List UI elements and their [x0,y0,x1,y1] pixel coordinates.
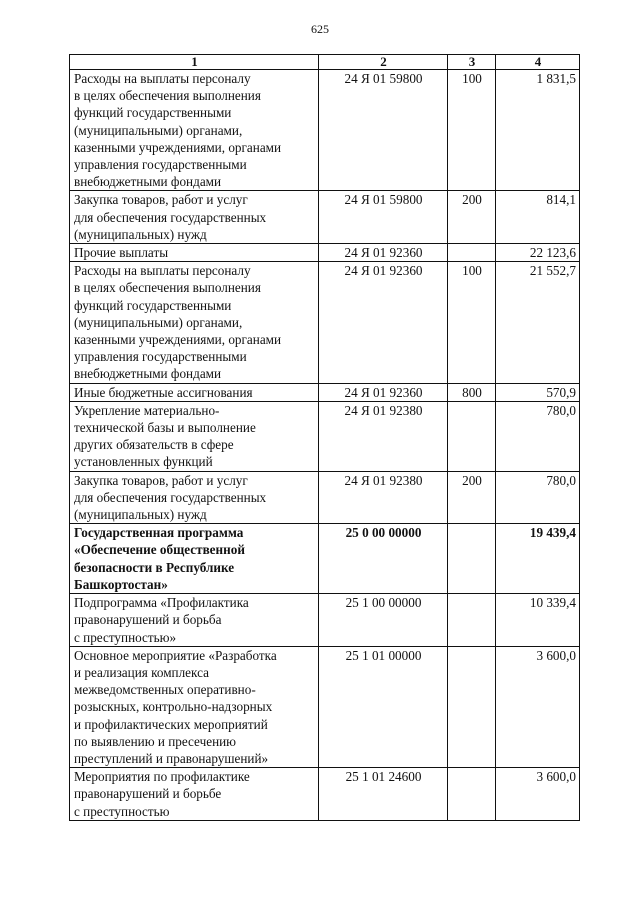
row-name-cell: Прочие выплаты [70,244,319,262]
table-row [70,70,580,191]
row-amount-cell: 570,9 [496,383,580,401]
page-number: 625 [311,22,329,36]
table-row [70,244,580,262]
header-col-1: 1 [70,55,319,70]
row-amount-cell: 814,1 [496,191,580,244]
row-name-cell: Иные бюджетные ассигнования [70,383,319,401]
row-code-cell: 25 1 00 00000 [319,594,448,647]
row-code-cell: 25 1 01 00000 [319,646,448,767]
table-row [70,471,580,524]
row-code-cell: 24 Я 01 92380 [319,401,448,471]
row-code-cell: 24 Я 01 92380 [319,471,448,524]
row-expense-type-cell: 100 [448,70,496,191]
row-amount-cell: 22 123,6 [496,244,580,262]
row-code-cell: 25 1 01 24600 [319,768,448,821]
row-expense-type-cell: 800 [448,383,496,401]
table-row [70,401,580,471]
row-code-cell: 24 Я 01 92360 [319,244,448,262]
row-expense-type-cell [448,594,496,647]
row-name-cell: Закупка товаров, работ и услуг для обеспечения государственных (муниципальных) нужд [70,191,319,244]
row-amount-cell: 780,0 [496,471,580,524]
row-code-cell: 24 Я 01 92360 [319,262,448,383]
row-code-cell: 24 Я 01 59800 [319,70,448,191]
row-amount-cell: 780,0 [496,401,580,471]
table-row [70,191,580,244]
row-amount-cell: 3 600,0 [496,768,580,821]
row-expense-type-cell [448,646,496,767]
row-amount-cell: 3 600,0 [496,646,580,767]
table-row [70,594,580,647]
header-col-2: 2 [319,55,448,70]
header-row [70,55,580,70]
row-name-cell: Укрепление материально- технической базы и выполнение других обязательств в сфере установленных функций [70,401,319,471]
row-name-cell: Подпрограмма «Профилактика правонарушений и борьба с преступностью» [70,594,319,647]
table-row [70,768,580,821]
row-expense-type-cell [448,768,496,821]
row-expense-type-cell: 100 [448,262,496,383]
row-expense-type-cell [448,524,496,594]
row-amount-cell: 21 552,7 [496,262,580,383]
row-code-cell: 25 0 00 00000 [319,524,448,594]
row-name-cell: Закупка товаров, работ и услуг для обеспечения государственных (муниципальных) нужд [70,471,319,524]
row-amount-cell: 1 831,5 [496,70,580,191]
header-col-3: 3 [448,55,496,70]
row-name-cell: Государственная программа «Обеспечение общественной безопасности в Республике Башкортостан» [70,524,319,594]
row-name-cell: Расходы на выплаты персоналу в целях обеспечения выполнения функций государственными (муниципальными) органами, казенными учреждениями, органами управления государственными внебюджетными фондами [70,262,319,383]
row-expense-type-cell: 200 [448,191,496,244]
table-row [70,524,580,594]
row-name-cell: Расходы на выплаты персоналу в целях обеспечения выполнения функций государственными (муниципальными) органами, казенными учреждениями, органами управления государственными внебюджетными фондами [70,70,319,191]
row-code-cell: 24 Я 01 59800 [319,191,448,244]
header-col-4: 4 [496,55,580,70]
table-body [70,70,580,821]
row-amount-cell: 19 439,4 [496,524,580,594]
row-expense-type-cell [448,401,496,471]
row-name-cell: Мероприятия по профилактике правонарушений и борьбе с преступностью [70,768,319,821]
row-expense-type-cell: 200 [448,471,496,524]
row-name-cell: Основное мероприятие «Разработка и реализация комплекса межведомственных оперативно- розыскных, контрольно-надзорных и профилактических мероприятий по выявлению и пресечению преступлений и правонарушений» [70,646,319,767]
budget-table [69,54,580,821]
row-amount-cell: 10 339,4 [496,594,580,647]
table-row [70,383,580,401]
table-row [70,646,580,767]
row-code-cell: 24 Я 01 92360 [319,383,448,401]
row-expense-type-cell [448,244,496,262]
table-row [70,262,580,383]
